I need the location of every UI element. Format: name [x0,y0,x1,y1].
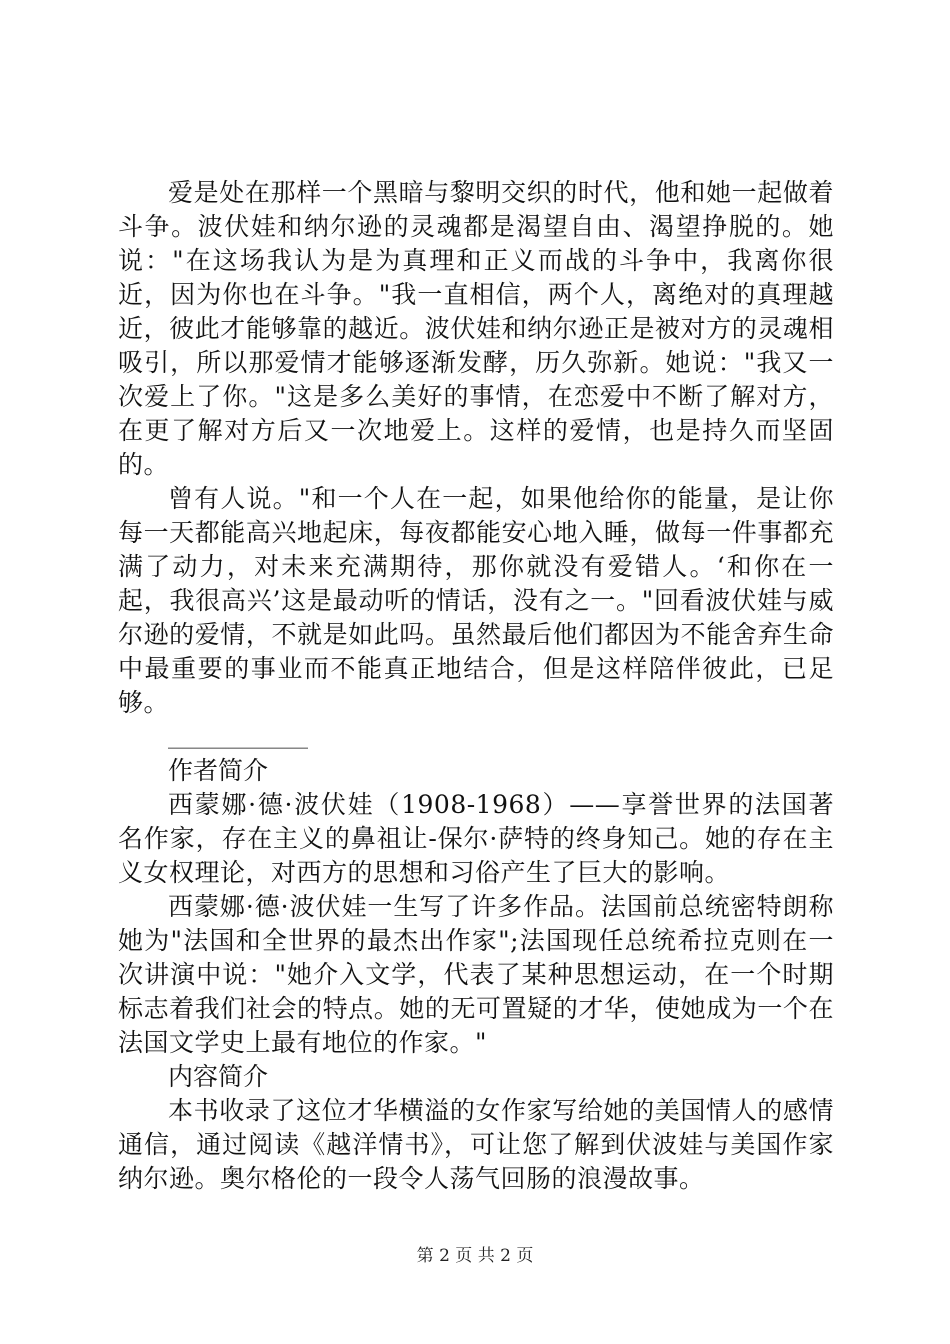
author-intro-heading: 作者简介 [168,756,269,785]
author-paragraph-works: 西蒙娜·德·波伏娃一生写了许多作品。法国前总统密特朗称她为"法国和全世界的最杰出作家";法国现任总统希拉克则在一次讲演中说："她介入文学，代表了某种思想运动，在一个时期标志着我们社会的特点。她的无可置疑的才华，使她成为一个在法国文学史上最有地位的作家。" [118,892,834,1057]
body-paragraph-love-era: 爱是处在那样一个黑暗与黎明交织的时代，他和她一起做着斗争。波伏娃和纳尔逊的灵魂都是渴望自由、渴望挣脱的。她说："在这场我认为是为真理和正义而战的斗争中，我离你很近，因为你也在斗争。"我一直相信，两个人，离绝对的真理越近，彼此才能够靠的越近。波伏娃和纳尔逊正是被对方的灵魂相吸引，所以那爱情才能够逐渐发酵，历久弥新。她说："我又一次爱上了你。"这是多么美好的事情，在恋爱中不断了解对方，在更了解对方后又一次地爱上。这样的爱情，也是持久而坚固的。 [118,178,834,479]
page-number-footer: 第 2 页 共 2 页 [416,1246,534,1266]
section-separator: ______________ [168,725,308,749]
document-body [118,176,834,1196]
author-paragraph-bio: 西蒙娜·德·波伏娃（1908-1968）——享誉世界的法国著名作家，存在主义的鼻祖让-保尔·萨特的终身知己。她的存在主义女权理论，对西方的思想和习俗产生了巨大的影响。 [118,790,834,887]
body-paragraph-someone-said: 曾有人说。"和一个人在一起，如果他给你的能量，是让你每一天都能高兴地起床，每夜都能安心地入睡，做每一件事都充满了动力，对未来充满期待，那你就没有爱错人。‘和你在一起，我很高兴’这是最动听的情话，没有之一。"回看波伏娃与威尔逊的爱情，不就是如此吗。虽然最后他们都因为不能舍弃生命中最重要的事业而不能真正地结合，但是这样陪伴彼此，已足够。 [118,484,834,717]
content-paragraph: 本书收录了这位才华横溢的女作家写给她的美国情人的感情通信，通过阅读《越洋情书》，可让您了解到伏波娃与美国作家纳尔逊。奥尔格伦的一段令人荡气回肠的浪漫故事。 [118,1096,834,1193]
content-intro-heading: 内容简介 [168,1062,269,1091]
